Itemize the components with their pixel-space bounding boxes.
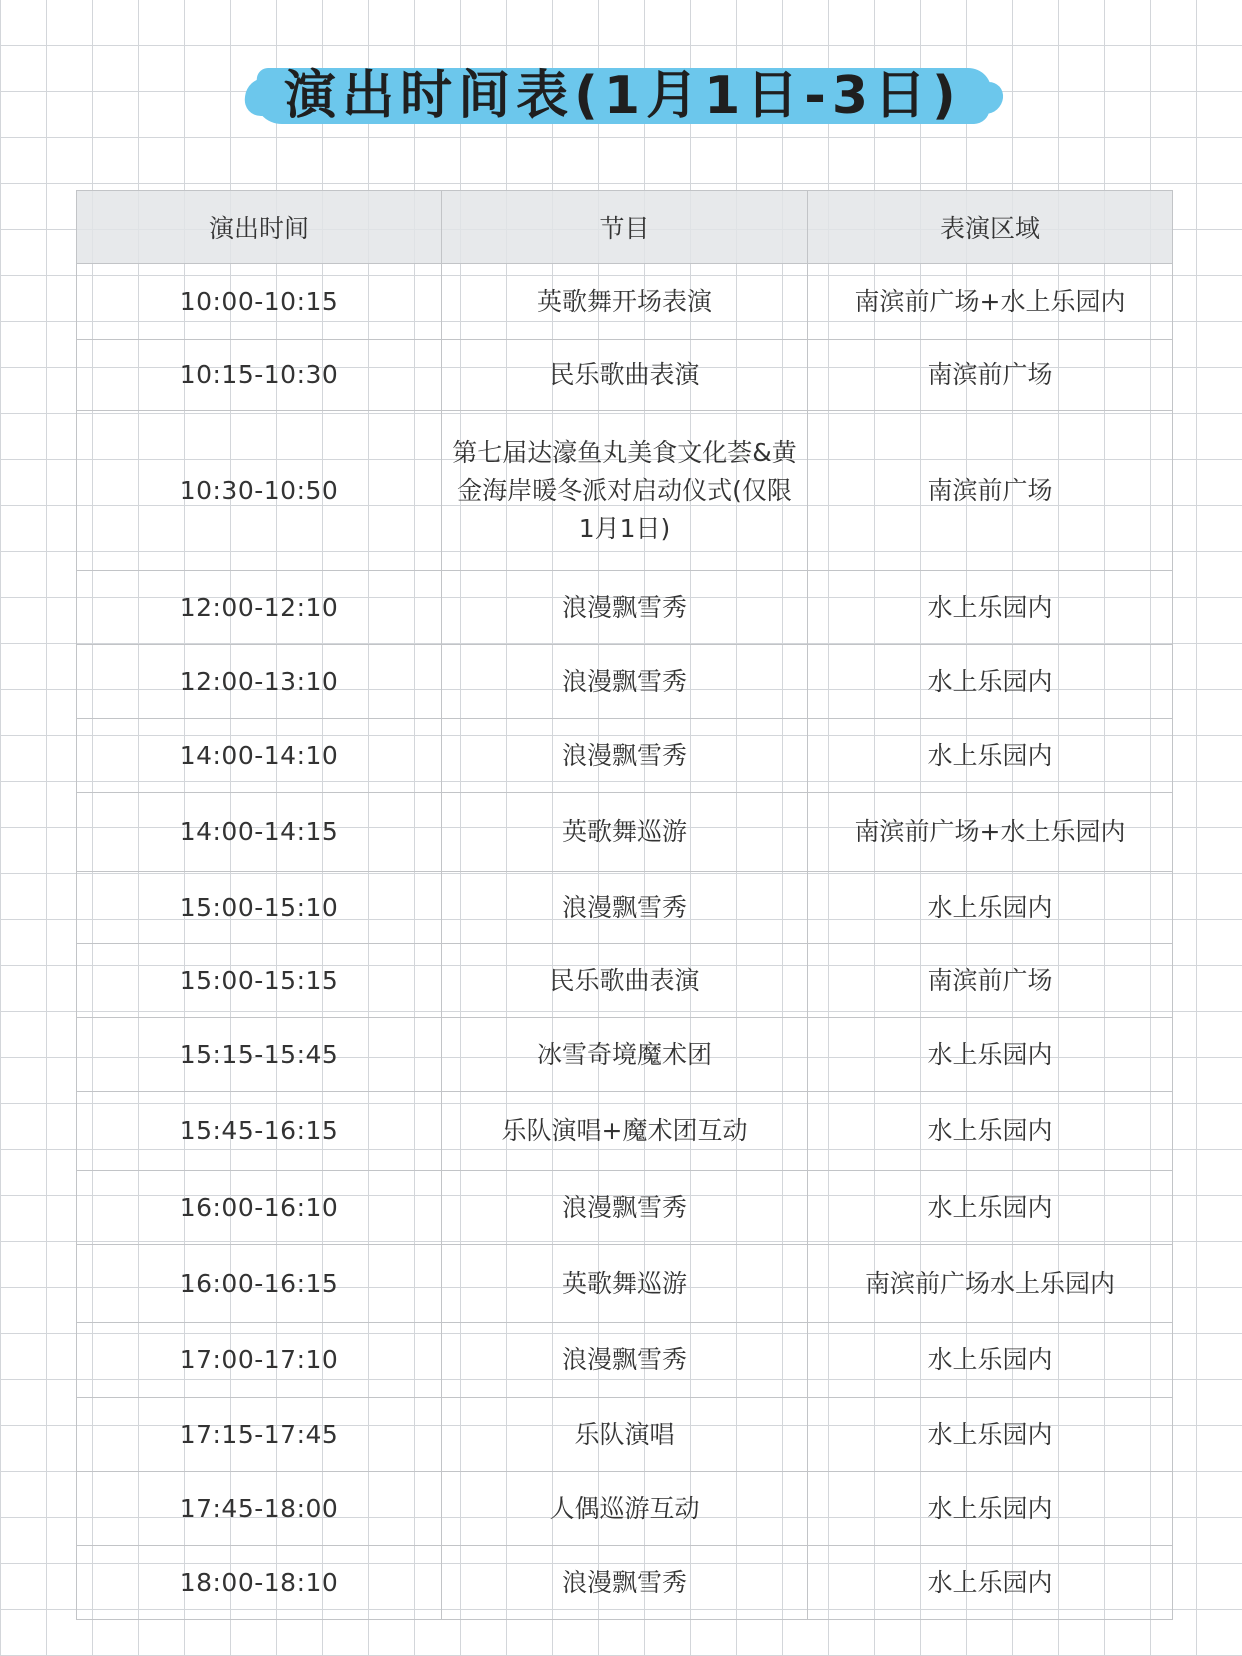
cell-area: 南滨前广场 [808,944,1173,1018]
cell-time: 12:00-12:10 [77,571,442,645]
cell-time: 17:45-18:00 [77,1472,442,1546]
cell-area: 南滨前广场 [808,411,1173,571]
cell-area: 水上乐园内 [808,1092,1173,1171]
table-header-row [77,191,1173,264]
cell-program: 乐队演唱+魔术团互动 [442,1092,808,1171]
table-row [77,411,1173,571]
schedule-table [76,190,1173,1620]
cell-area: 水上乐园内 [808,1546,1173,1620]
cell-area: 水上乐园内 [808,645,1173,719]
cell-area: 水上乐园内 [808,1018,1173,1092]
cell-time: 15:15-15:45 [77,1018,442,1092]
table-row [77,872,1173,944]
table-row [77,1245,1173,1323]
table-row [77,340,1173,411]
table-row [77,1546,1173,1620]
cell-time: 16:00-16:10 [77,1171,442,1245]
title-banner [255,58,991,134]
cell-area: 水上乐园内 [808,571,1173,645]
table-row [77,1398,1173,1472]
cell-time: 10:30-10:50 [77,411,442,571]
cell-area: 水上乐园内 [808,1171,1173,1245]
cell-time: 16:00-16:15 [77,1245,442,1323]
cell-time: 15:00-15:10 [77,872,442,944]
cell-area: 南滨前广场+水上乐园内 [808,264,1173,340]
cell-program: 浪漫飘雪秀 [442,1171,808,1245]
cell-program: 人偶巡游互动 [442,1472,808,1546]
table-row [77,264,1173,340]
table-row [77,719,1173,793]
page-title: 演出时间表(1月1日-3日) [284,66,962,126]
header-area: 表演区域 [808,191,1173,264]
cell-program: 浪漫飘雪秀 [442,1323,808,1398]
cell-time: 17:00-17:10 [77,1323,442,1398]
cell-area: 水上乐园内 [808,1398,1173,1472]
cell-area: 南滨前广场水上乐园内 [808,1245,1173,1323]
cell-program: 浪漫飘雪秀 [442,645,808,719]
header-time: 演出时间 [77,191,442,264]
cell-program: 第七届达濠鱼丸美食文化荟&黄金海岸暖冬派对启动仪式(仅限1月1日) [442,411,808,571]
cell-program: 浪漫飘雪秀 [442,571,808,645]
cell-area: 水上乐园内 [808,872,1173,944]
cell-time: 10:15-10:30 [77,340,442,411]
table-row [77,1018,1173,1092]
cell-time: 17:15-17:45 [77,1398,442,1472]
cell-area: 水上乐园内 [808,719,1173,793]
cell-time: 15:45-16:15 [77,1092,442,1171]
cell-time: 10:00-10:15 [77,264,442,340]
cell-program: 浪漫飘雪秀 [442,1546,808,1620]
cell-time: 12:00-13:10 [77,645,442,719]
cell-area: 水上乐园内 [808,1323,1173,1398]
cell-program: 冰雪奇境魔术团 [442,1018,808,1092]
table-row [77,944,1173,1018]
cell-area: 南滨前广场 [808,340,1173,411]
cell-time: 18:00-18:10 [77,1546,442,1620]
cell-program: 民乐歌曲表演 [442,340,808,411]
cell-time: 14:00-14:15 [77,793,442,872]
cell-program: 浪漫飘雪秀 [442,719,808,793]
cell-program: 英歌舞巡游 [442,793,808,872]
table-row [77,1092,1173,1171]
table-row [77,1472,1173,1546]
table-row [77,793,1173,872]
cell-area: 南滨前广场+水上乐园内 [808,793,1173,872]
cell-time: 15:00-15:15 [77,944,442,1018]
cell-program: 英歌舞开场表演 [442,264,808,340]
cell-program: 民乐歌曲表演 [442,944,808,1018]
table-row [77,1323,1173,1398]
header-program: 节目 [442,191,808,264]
cell-program: 浪漫飘雪秀 [442,872,808,944]
cell-area: 水上乐园内 [808,1472,1173,1546]
table-row [77,571,1173,645]
table-row [77,1171,1173,1245]
table-row [77,645,1173,719]
cell-time: 14:00-14:10 [77,719,442,793]
cell-program: 英歌舞巡游 [442,1245,808,1323]
cell-program: 乐队演唱 [442,1398,808,1472]
